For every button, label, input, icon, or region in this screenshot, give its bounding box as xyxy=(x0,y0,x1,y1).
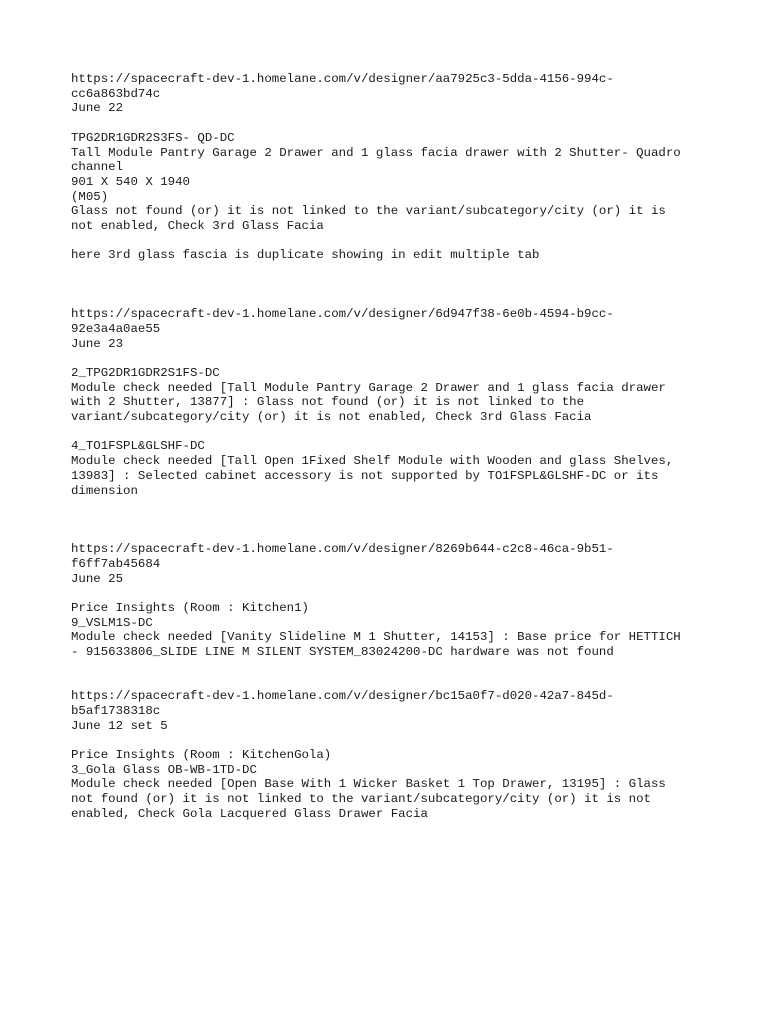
entry-date: June 12 set 5 xyxy=(71,718,168,733)
entry-3 xyxy=(71,542,701,660)
entry-url-line-1[interactable]: https://spacecraft-dev-1.homelane.com/v/designer/bc15a0f7-d020-42a7-845d- xyxy=(71,689,614,704)
error-message: dimension xyxy=(71,483,138,498)
entry-url-line-2[interactable]: f6ff7ab45684 xyxy=(71,556,161,571)
error-message: Module check needed [Tall Module Pantry Garage 2 Drawer and 1 glass facia drawer xyxy=(71,380,666,395)
entry-date: June 22 xyxy=(71,101,124,116)
price-insights-heading: Price Insights (Room : KitchenGola) xyxy=(71,748,332,763)
error-message: Module check needed [Tall Open 1Fixed Shelf Module with Wooden and glass Shelves, xyxy=(71,454,674,469)
error-message: with 2 Shutter, 13877] : Glass not found (or) it is not linked to the xyxy=(71,395,585,410)
error-message: Module check needed [Vanity Slideline M 1 Shutter, 14153] : Base price for HETTICH xyxy=(71,630,681,645)
entry-url-line-2[interactable]: b5af1738318c xyxy=(71,703,161,718)
module-description: Tall Module Pantry Garage 2 Drawer and 1 glass facia drawer with 2 Shutter- Quadro xyxy=(71,145,681,160)
entry-2 xyxy=(71,307,701,498)
note-text: here 3rd glass fascia is duplicate showing in edit multiple tab xyxy=(71,248,540,263)
entry-4 xyxy=(71,689,701,821)
module-code: 2_TPG2DR1GDR2S1FS-DC xyxy=(71,365,220,380)
module-code: 3_Gola Glass OB-WB-1TD-DC xyxy=(71,762,257,777)
error-message: Module check needed [Open Base With 1 Wicker Basket 1 Top Drawer, 13195] : Glass xyxy=(71,777,666,792)
entry-url-line-1[interactable]: https://spacecraft-dev-1.homelane.com/v/designer/aa7925c3-5dda-4156-994c- xyxy=(71,72,614,86)
module-tag: (M05) xyxy=(71,189,109,204)
entry-url-line-1[interactable]: https://spacecraft-dev-1.homelane.com/v/designer/8269b644-c2c8-46ca-9b51- xyxy=(71,542,614,557)
price-insights-heading: Price Insights (Room : Kitchen1) xyxy=(71,601,309,616)
entry-1 xyxy=(71,72,701,263)
module-code: 9_VSLM1S-DC xyxy=(71,615,153,630)
error-message: enabled, Check Gola Lacquered Glass Drawer Facia xyxy=(71,806,428,821)
error-message: not enabled, Check 3rd Glass Facia xyxy=(71,219,324,234)
module-dimensions: 901 X 540 X 1940 xyxy=(71,174,190,189)
error-message: 13983] : Selected cabinet accessory is not supported by TO1FSPL&GLSHF-DC or its xyxy=(71,468,659,483)
entry-date: June 25 xyxy=(71,571,124,586)
module-description: channel xyxy=(71,160,124,175)
error-message: not found (or) it is not linked to the variant/subcategory/city (or) it is not xyxy=(71,792,651,807)
entry-date: June 23 xyxy=(71,336,124,351)
entry-url-line-2[interactable]: cc6a863bd74c xyxy=(71,86,161,101)
entry-url-line-1[interactable]: https://spacecraft-dev-1.homelane.com/v/designer/6d947f38-6e0b-4594-b9cc- xyxy=(71,307,614,322)
module-code: 4_TO1FSPL&GLSHF-DC xyxy=(71,439,205,454)
entry-url-line-2[interactable]: 92e3a4a0ae55 xyxy=(71,321,161,336)
error-message: variant/subcategory/city (or) it is not enabled, Check 3rd Glass Facia xyxy=(71,410,592,425)
module-code: TPG2DR1GDR2S3FS- QD-DC xyxy=(71,130,235,145)
document-page xyxy=(71,72,701,822)
error-message: Glass not found (or) it is not linked to the variant/subcategory/city (or) it is xyxy=(71,204,666,219)
error-message: - 915633806_SLIDE LINE M SILENT SYSTEM_83024200-DC hardware was not found xyxy=(71,645,614,660)
